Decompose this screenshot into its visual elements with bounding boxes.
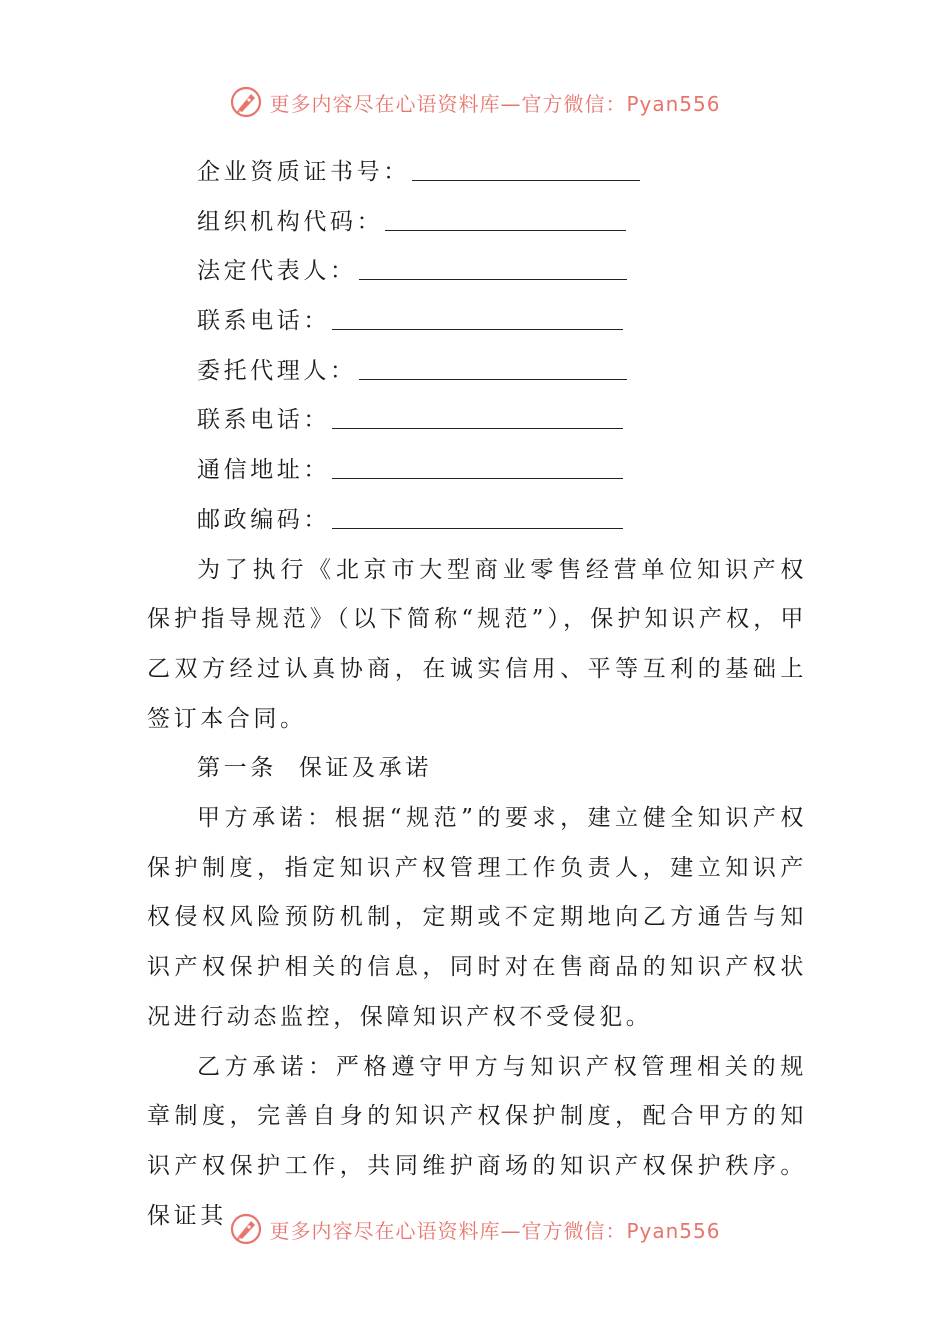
party-b-commitment: 乙方承诺：严格遵守甲方与知识产权管理相关的规章制度，完善自身的知识产权保护制度，配合甲方的知识产权保护工作，共同维护商场的知识产权保护秩序。保证其 [147, 1053, 807, 1229]
pen-nib-logo-icon [229, 85, 263, 119]
fill-blank[interactable] [359, 353, 627, 380]
document-body [147, 148, 807, 1241]
field-postcode [147, 496, 807, 546]
field-label: 通信地址： [197, 457, 330, 484]
article-title: 保证及承诺 [298, 755, 432, 782]
fill-blank[interactable] [332, 402, 623, 429]
field-legal-rep [147, 247, 807, 297]
fill-blank[interactable] [385, 204, 626, 231]
watermark-text: 更多内容尽在心语资料库—官方微信：Pyan556 [269, 91, 721, 116]
field-phone-2 [147, 396, 807, 446]
watermark-text: 更多内容尽在心语资料库—官方微信：Pyan556 [269, 1218, 721, 1243]
field-label: 法定代表人： [197, 258, 357, 285]
field-phone [147, 297, 807, 347]
watermark-header [0, 82, 950, 122]
field-label: 委托代理人： [197, 357, 357, 384]
fill-blank[interactable] [332, 502, 623, 529]
field-qualification-cert [147, 148, 807, 198]
fill-blank[interactable] [332, 303, 623, 330]
intro-paragraph: 为了执行《北京市大型商业零售经营单位知识产权保护指导规范》（以下简称“规范”），保护知识产权，甲乙双方经过认真协商，在诚实信用、平等互利的基础上签订本合同。 [147, 556, 807, 732]
fill-blank[interactable] [332, 452, 623, 479]
field-label: 组织机构代码： [197, 208, 384, 235]
field-label: 企业资质证书号： [197, 159, 410, 185]
watermark-footer [0, 1209, 950, 1249]
field-label: 联系电话： [197, 407, 330, 434]
article-number: 第一条 [197, 755, 277, 782]
fill-blank[interactable] [359, 253, 627, 280]
field-org-code [147, 198, 807, 248]
field-address [147, 446, 807, 496]
field-agent [147, 347, 807, 397]
field-label: 邮政编码： [197, 506, 330, 533]
pen-nib-logo-icon [229, 1212, 263, 1246]
party-a-commitment: 甲方承诺：根据“规范”的要求，建立健全知识产权保护制度，指定知识产权管理工作负责人，建立知识产权侵权风险预防机制，定期或不定期地向乙方通告与知识产权保护相关的信息，同时对在售商品的知识产权状况进行动态监控，保障知识产权不受侵犯。 [147, 805, 807, 1030]
fill-blank[interactable] [412, 154, 640, 181]
article-heading [147, 744, 807, 794]
field-label: 联系电话： [197, 308, 330, 335]
